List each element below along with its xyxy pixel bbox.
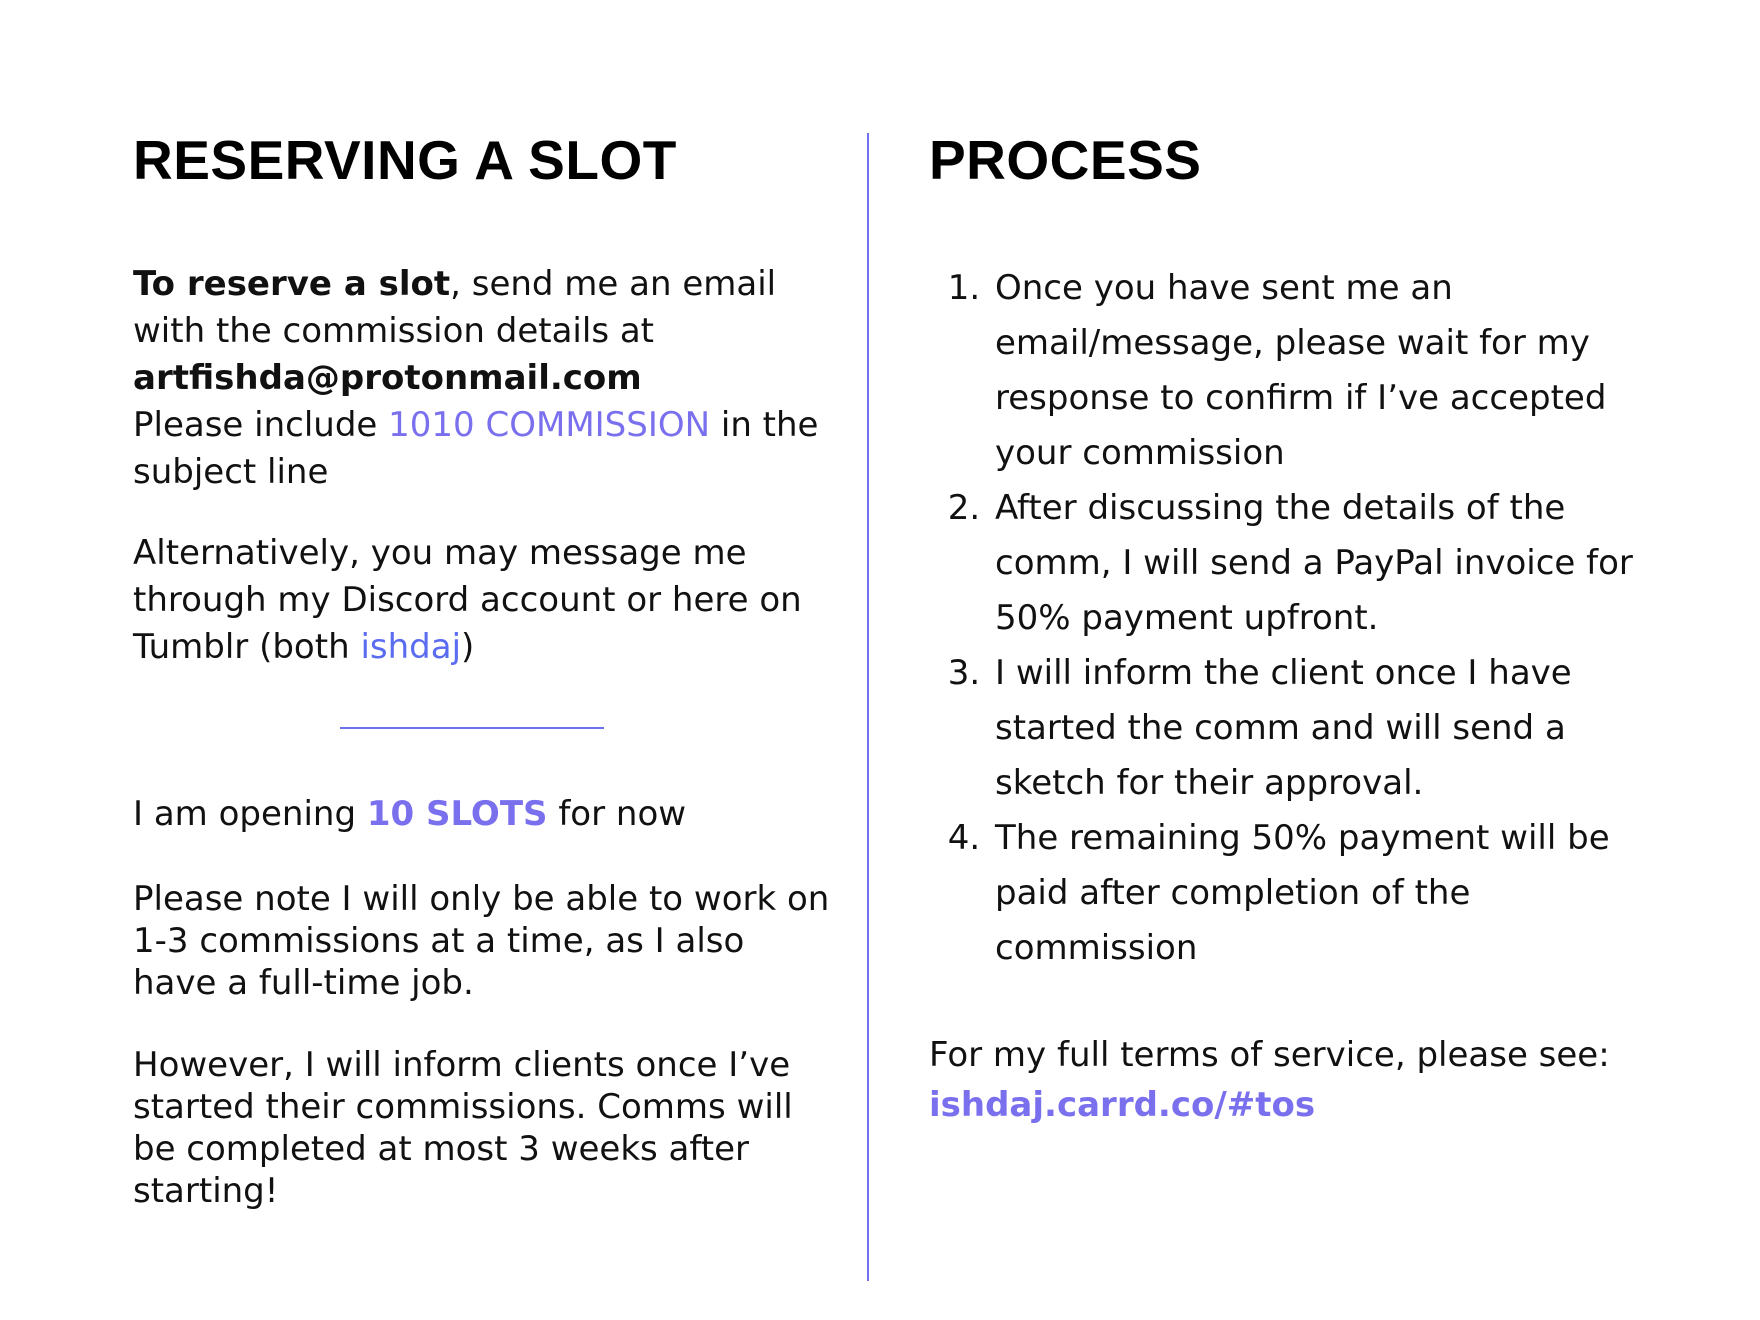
process-steps-list [929, 261, 1669, 976]
process-step: 4. The remaining 50% payment will be paid after completion of the commission [991, 811, 1669, 976]
note-paragraph: Please note I will only be able to work on 1-3 commissions at a time, as I also have a full-time job. [133, 879, 830, 1003]
reserve-bold-text: To reserve a slot [133, 264, 451, 304]
section-divider [340, 727, 604, 729]
process-step: 3. I will inform the client once I have started the comm and will send a sketch for their approval. [991, 646, 1669, 811]
reserving-heading: RESERVING A SLOT [133, 129, 677, 191]
include-prefix: Please include [133, 405, 389, 445]
alternative-paragraph [133, 530, 833, 671]
reserve-paragraph [133, 261, 833, 496]
tos-block [929, 1030, 1669, 1130]
alternative-close: ) [461, 627, 475, 667]
handle-link[interactable]: ishdaj [360, 627, 462, 667]
reserve-text: , send me an email with the commission details at [133, 264, 777, 351]
reserving-section [133, 128, 833, 1212]
email-address[interactable]: artfishda@protonmail.com [133, 358, 642, 398]
slots-highlight: 10 SLOTS [366, 794, 548, 834]
alternative-text: Alternatively, you may message me through my Discord account or here on Tumblr (both [133, 533, 802, 667]
opening-prefix: I am opening [133, 794, 367, 834]
process-step: 1. Once you have sent me an email/message, please wait for my response to confirm if I’ve accepted your commission [991, 261, 1669, 481]
however-paragraph: However, I will inform clients once I’ve started their commissions. Comms will be completed at most 3 weeks after starting! [133, 1045, 793, 1211]
process-section [929, 128, 1669, 1130]
subject-line-highlight: 1010 COMMISSION [388, 405, 711, 445]
opening-suffix: for now [547, 794, 687, 834]
tos-link[interactable]: ishdaj.carrd.co/#tos [929, 1085, 1316, 1125]
opening-paragraph [133, 791, 833, 838]
column-divider [867, 133, 869, 1281]
process-heading: PROCESS [929, 129, 1202, 191]
tos-text: For my full terms of service, please see: [929, 1035, 1610, 1075]
process-step: 2. After discussing the details of the comm, I will send a PayPal invoice for 50% payment upfront. [991, 481, 1669, 646]
include-suffix: in the subject line [133, 405, 819, 492]
